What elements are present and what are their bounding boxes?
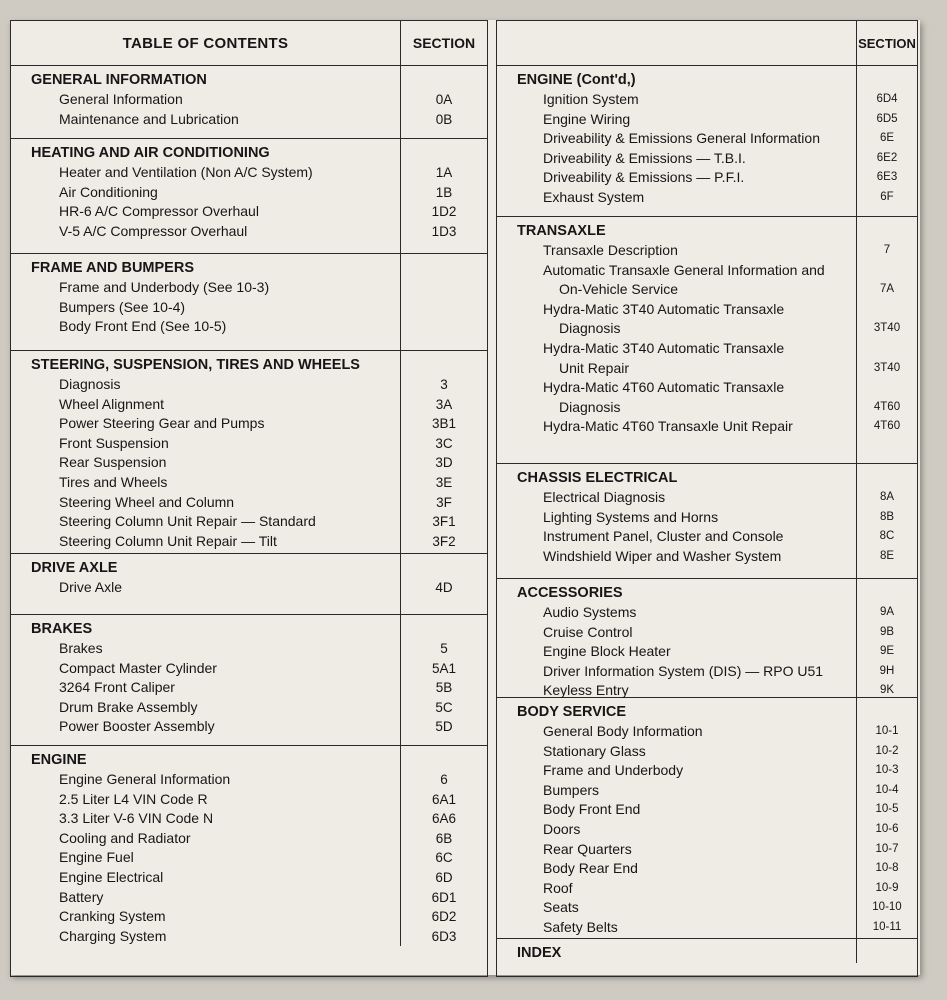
toc-entry-label: General Information (59, 91, 183, 107)
section-column-label: SECTION (856, 21, 917, 65)
toc-entry-section-code: 6F (880, 190, 894, 203)
toc-entry[interactable] (11, 848, 487, 868)
toc-entry-section-code: 10-6 (875, 822, 899, 835)
toc-entry[interactable] (497, 339, 917, 359)
toc-entry-label: Compact Master Cylinder (59, 659, 217, 676)
toc-entry[interactable] (497, 188, 917, 208)
toc-entry[interactable] (11, 717, 487, 737)
toc-entry-section-code: 4T60 (873, 420, 901, 433)
toc-entry-label: Hydra-Matic 3T40 Automatic Transaxle (543, 339, 785, 356)
toc-entry[interactable] (11, 453, 487, 473)
toc-entry-section-code: 6E2 (876, 151, 898, 164)
toc-entry-section-code: 3T40 (873, 322, 901, 335)
toc-entry-section-code: 10-2 (875, 744, 899, 757)
toc-entry[interactable] (497, 359, 917, 379)
toc-entry-label: Hydra-Matic 3T40 Automatic Transaxle (543, 300, 785, 317)
section-drive-axle (11, 554, 487, 615)
toc-entry-section-code: 6 (440, 772, 448, 787)
toc-entry[interactable] (497, 898, 917, 918)
toc-entry-section-code: 10-3 (875, 764, 899, 777)
toc-entry-label: Diagnosis (559, 398, 621, 415)
toc-entry-section-code: 6B (435, 830, 453, 846)
toc-entry-label: Diagnosis (59, 376, 121, 392)
toc-entry-section-code: 8A (879, 491, 895, 503)
toc-entry-section-code: 9K (879, 684, 895, 697)
toc-entry[interactable] (497, 508, 917, 528)
toc-entry-section-code: 9A (879, 606, 895, 618)
toc-entry-section-code (401, 317, 487, 337)
toc-entry[interactable] (497, 879, 917, 899)
toc-entry[interactable] (497, 722, 917, 742)
section-heading: HEATING AND AIR CONDITIONING (31, 145, 270, 161)
toc-entry[interactable] (497, 761, 917, 781)
toc-entry[interactable] (11, 770, 487, 790)
toc-entry[interactable] (497, 918, 917, 938)
toc-entry-section-code: 5 (440, 641, 448, 656)
toc-entry-section-code: 9H (879, 664, 895, 677)
toc-entry[interactable] (497, 488, 917, 508)
toc-entry-section-code: 6D3 (431, 928, 457, 944)
toc-entry-label: Cooling and Radiator (59, 829, 191, 846)
toc-entry[interactable] (497, 417, 917, 437)
toc-entry-section-code: 3F (436, 494, 452, 510)
toc-entry-section-code: 8E (879, 549, 895, 562)
toc-entry-label: Keyless Entry (543, 682, 629, 699)
toc-entry-section-code: 1D2 (431, 204, 457, 220)
toc-entry-label: Maintenance and Lubrication (59, 110, 239, 127)
toc-entry-section-code: 3A (435, 396, 453, 412)
toc-entry[interactable] (11, 888, 487, 908)
toc-entry[interactable] (497, 110, 917, 130)
toc-entry-section-code: 6E (879, 132, 895, 145)
toc-entry-section-code: 6A1 (431, 791, 457, 807)
toc-title: TABLE OF CONTENTS (122, 34, 289, 52)
toc-entry-label: Frame and Underbody (See 10-3) (59, 279, 270, 295)
section-engine-cont-d (497, 66, 917, 217)
toc-entry[interactable] (497, 781, 917, 801)
toc-entry-section-code: 10-9 (875, 881, 899, 894)
section-general-information (11, 66, 487, 139)
section-heading: STEERING, SUSPENSION, TIRES AND WHEELS (31, 357, 360, 373)
toc-entry-label: Ignition System (543, 91, 639, 107)
toc-entry-section-code: 4T60 (873, 400, 901, 413)
toc-entry[interactable] (11, 659, 487, 679)
toc-entry-label: Driveability & Emissions — P.F.I. (543, 169, 745, 186)
toc-entry[interactable] (11, 578, 487, 598)
left-toc-column (10, 20, 488, 977)
toc-entry[interactable] (497, 319, 917, 339)
right-sections (497, 66, 917, 963)
left-header (11, 21, 487, 66)
toc-entry[interactable] (11, 868, 487, 888)
toc-entry-label: Diagnosis (559, 320, 621, 337)
section-heading: GENERAL INFORMATION (31, 72, 207, 88)
toc-entry[interactable] (497, 168, 917, 188)
toc-entry-section-code: 3C (435, 435, 453, 451)
toc-entry-label: Transaxle Description (543, 242, 678, 258)
toc-entry-label: Power Steering Gear and Pumps (59, 415, 265, 432)
toc-entry[interactable] (497, 149, 917, 169)
section-heading: ACCESSORIES (517, 585, 623, 601)
section-heading: ENGINE (31, 752, 87, 768)
toc-entry-section-code: 5A1 (431, 660, 457, 676)
toc-entry-label: Power Booster Assembly (59, 718, 215, 735)
toc-entry-section-code: 6D1 (431, 889, 457, 905)
toc-entry-label: Steering Column Unit Repair — Standard (59, 513, 316, 530)
toc-entry-section-code: 6D4 (876, 93, 898, 105)
toc-entry[interactable] (11, 298, 487, 318)
toc-entry-label: Rear Quarters (543, 840, 632, 857)
toc-entry-section-code (857, 300, 917, 320)
toc-entry-section-code (857, 378, 917, 398)
toc-entry-label: V-5 A/C Compressor Overhaul (59, 222, 248, 239)
toc-entry-section-code: 10-7 (875, 842, 899, 855)
section-heading: BRAKES (31, 621, 93, 637)
toc-entry[interactable] (11, 395, 487, 415)
toc-entry[interactable] (497, 623, 917, 643)
toc-entry-label: Steering Column Unit Repair — Tilt (59, 532, 277, 549)
manual-page (10, 20, 920, 975)
toc-entry[interactable] (497, 300, 917, 320)
section-engine (11, 746, 487, 946)
section-heading: BODY SERVICE (517, 704, 627, 720)
toc-entry[interactable] (11, 829, 487, 849)
toc-entry-label: Electrical Diagnosis (543, 489, 666, 505)
toc-entry-label: Brakes (59, 640, 103, 656)
toc-entry-label: HR-6 A/C Compressor Overhaul (59, 203, 259, 220)
section-steering-suspension-tires-and-wheels (11, 351, 487, 554)
toc-entry-label: Instrument Panel, Cluster and Console (543, 528, 784, 545)
toc-entry-section-code: 7 (883, 244, 891, 256)
toc-entry-label: Bumpers (543, 781, 600, 798)
toc-entry-label: Drive Axle (59, 579, 123, 595)
toc-entry[interactable] (11, 473, 487, 493)
section-column-label: SECTION (400, 21, 487, 65)
toc-entry[interactable] (11, 183, 487, 203)
toc-entry[interactable] (497, 859, 917, 879)
toc-entry-label: Safety Belts (543, 918, 618, 935)
toc-entry[interactable] (11, 375, 487, 395)
toc-entry-section-code: 0A (435, 92, 453, 107)
toc-entry-section-code: 6D (435, 869, 453, 885)
section-heading: CHASSIS ELECTRICAL (517, 470, 678, 486)
toc-entry-section-code: 5B (435, 680, 453, 696)
toc-entry-label: Driveability & Emissions General Information (543, 130, 820, 147)
toc-entry[interactable] (497, 527, 917, 547)
toc-entry[interactable] (497, 378, 917, 398)
toc-entry[interactable] (11, 493, 487, 513)
toc-entry-section-code: 3 (440, 377, 448, 392)
toc-entry-section-code: 6D5 (876, 112, 898, 125)
toc-entry[interactable] (11, 202, 487, 222)
toc-entry-label: Engine Electrical (59, 868, 164, 885)
toc-entry-label: 2.5 Liter L4 VIN Code R (59, 790, 208, 807)
right-header (497, 21, 917, 66)
toc-entry-label: Engine Fuel (59, 849, 134, 866)
toc-entry-label: Engine Block Heater (543, 643, 671, 660)
section-heading: INDEX (517, 945, 562, 961)
toc-entry-section-code (857, 339, 917, 359)
toc-entry-label: Cranking System (59, 908, 166, 925)
toc-entry-section-code: 3T40 (873, 361, 901, 374)
section-brakes (11, 615, 487, 746)
toc-entry-label: Battery (59, 888, 104, 905)
toc-entry-label: Automatic Transaxle General Information and (543, 261, 825, 278)
toc-entry-label: Wheel Alignment (59, 395, 165, 412)
toc-entry-label: 3.3 Liter V-6 VIN Code N (59, 810, 214, 827)
toc-entry[interactable] (11, 927, 487, 947)
toc-entry[interactable] (11, 317, 487, 337)
toc-entry[interactable] (497, 280, 917, 300)
section-heading: ENGINE (Cont'd,) (517, 72, 636, 88)
toc-entry-label: Frame and Underbody (543, 762, 684, 779)
toc-entry-section-code: 10-10 (872, 901, 902, 914)
toc-entry-section-code (857, 261, 917, 281)
toc-entry-label: General Body Information (543, 723, 703, 739)
section-transaxle (497, 217, 917, 464)
toc-entry-section-code: 1B (435, 184, 453, 200)
left-sections (11, 66, 487, 946)
toc-entry[interactable] (497, 840, 917, 860)
toc-entry-label: Stationary Glass (543, 742, 646, 759)
toc-entry[interactable] (497, 129, 917, 149)
toc-entry-section-code: 1D3 (431, 223, 457, 239)
toc-entry-label: Driver Information System (DIS) — RPO U51 (543, 662, 824, 679)
toc-entry[interactable] (11, 790, 487, 810)
toc-entry[interactable] (497, 241, 917, 261)
toc-entry-section-code: 3B1 (431, 416, 457, 432)
toc-entry-label: Audio Systems (543, 604, 637, 620)
toc-entry-label: Windshield Wiper and Washer System (543, 547, 782, 564)
toc-entry[interactable] (11, 639, 487, 659)
toc-entry[interactable] (11, 222, 487, 242)
section-heading: FRAME AND BUMPERS (31, 260, 194, 276)
toc-entry-label: Doors (543, 820, 581, 837)
toc-entry-label: Engine General Information (59, 771, 231, 787)
toc-entry-section-code: 3F2 (432, 533, 456, 549)
toc-entry[interactable] (497, 398, 917, 418)
toc-entry-label: Heater and Ventilation (Non A/C System) (59, 164, 313, 180)
toc-entry-section-code: 6D2 (431, 909, 457, 925)
toc-entry-label: Seats (543, 899, 579, 916)
toc-entry[interactable] (497, 90, 917, 110)
toc-entry[interactable] (11, 512, 487, 532)
toc-entry-section-code: 10-4 (875, 783, 899, 796)
toc-entry[interactable] (11, 678, 487, 698)
toc-entry[interactable] (497, 547, 917, 567)
toc-entry-section-code: 10-8 (875, 862, 899, 875)
toc-entry-label: Lighting Systems and Horns (543, 508, 719, 525)
toc-entry-label: Body Rear End (543, 860, 638, 877)
right-toc-column (496, 20, 918, 977)
toc-entry-label: Bumpers (See 10-4) (59, 298, 186, 315)
toc-entry-label: Body Front End (543, 801, 641, 818)
toc-entry[interactable] (11, 278, 487, 298)
toc-entry-section-code (401, 278, 487, 298)
toc-entry-section-code: 10-11 (872, 920, 902, 933)
toc-entry-label: Engine Wiring (543, 110, 631, 127)
toc-entry[interactable] (11, 532, 487, 552)
toc-entry[interactable] (497, 662, 917, 682)
toc-entry-label: Drum Brake Assembly (59, 698, 198, 715)
toc-entry-label: Rear Suspension (59, 454, 167, 471)
section-frame-and-bumpers (11, 254, 487, 351)
toc-entry-section-code: 6C (435, 850, 453, 866)
toc-entry-label: Exhaust System (543, 188, 645, 205)
toc-entry[interactable] (497, 742, 917, 762)
toc-entry[interactable] (11, 163, 487, 183)
toc-entry-section-code: 0B (435, 111, 453, 127)
toc-entry-label: Driveability & Emissions — T.B.I. (543, 149, 746, 166)
toc-entry[interactable] (11, 698, 487, 718)
toc-entry-section-code: 6A6 (431, 811, 457, 827)
toc-entry[interactable] (11, 90, 487, 110)
toc-entry-label: Tires and Wheels (59, 473, 168, 490)
toc-entry-section-code: 1A (435, 165, 453, 180)
section-body-service (497, 698, 917, 939)
toc-entry-label: Air Conditioning (59, 183, 158, 200)
toc-entry[interactable] (497, 820, 917, 840)
section-chassis-electrical (497, 464, 917, 579)
toc-entry-section-code: 7A (879, 283, 895, 296)
toc-entry-label: Roof (543, 879, 573, 896)
toc-entry[interactable] (11, 414, 487, 434)
section-index (497, 939, 917, 963)
toc-entry-section-code: 4D (435, 580, 453, 595)
toc-entry[interactable] (11, 110, 487, 130)
toc-entry-label: Front Suspension (59, 434, 169, 451)
toc-entry[interactable] (11, 907, 487, 927)
toc-entry[interactable] (497, 642, 917, 662)
toc-entry-section-code: 5D (435, 719, 453, 735)
toc-entry-label: On-Vehicle Service (559, 281, 679, 298)
toc-entry-label: Cruise Control (543, 623, 633, 640)
section-heading: TRANSAXLE (517, 223, 606, 239)
toc-entry-label: Body Front End (See 10-5) (59, 318, 227, 335)
toc-entry-section-code: 8B (879, 510, 895, 523)
toc-entry-section-code: 10-5 (875, 803, 899, 816)
toc-entry[interactable] (497, 261, 917, 281)
section-accessories (497, 579, 917, 698)
toc-entry-section-code: 3E (435, 474, 453, 490)
toc-entry-label: Steering Wheel and Column (59, 493, 235, 510)
toc-entry-section-code: 10-1 (875, 725, 899, 737)
toc-entry-section-code: 8C (879, 530, 895, 543)
toc-entry-label: Hydra-Matic 4T60 Automatic Transaxle (543, 379, 785, 396)
toc-entry[interactable] (11, 434, 487, 454)
toc-entry[interactable] (11, 809, 487, 829)
section-heading: DRIVE AXLE (31, 560, 118, 576)
toc-entry[interactable] (497, 603, 917, 623)
toc-entry-section-code (401, 298, 487, 318)
section-heating-and-air-conditioning (11, 139, 487, 254)
toc-entry-label: Charging System (59, 927, 167, 944)
toc-entry-section-code: 5C (435, 699, 453, 715)
toc-entry-label: Unit Repair (559, 359, 630, 376)
toc-entry-section-code: 9E (879, 645, 895, 658)
toc-entry[interactable] (497, 800, 917, 820)
toc-entry-section-code: 3D (435, 455, 453, 471)
toc-entry-label: 3264 Front Caliper (59, 679, 175, 696)
toc-entry-label: Hydra-Matic 4T60 Transaxle Unit Repair (543, 418, 793, 435)
toc-entry-section-code: 3F1 (432, 514, 456, 530)
toc-entry-section-code: 9B (879, 625, 895, 638)
toc-entry-section-code: 6E3 (876, 171, 898, 184)
